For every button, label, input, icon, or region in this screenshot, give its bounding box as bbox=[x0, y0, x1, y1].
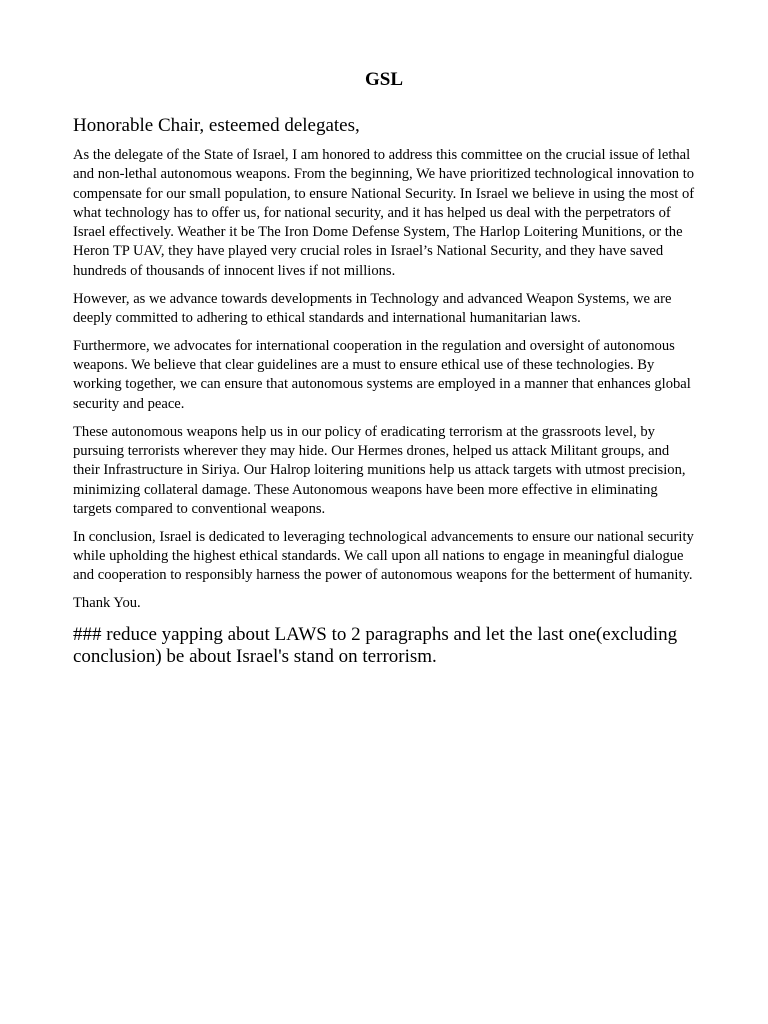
paragraph-ethics: However, as we advance towards developments in Technology and advanced Weapon Systems, we are deeply committed to adhering to ethical standards and international humanitarian laws. bbox=[73, 290, 672, 326]
closing-line: Thank You. bbox=[73, 595, 141, 612]
paragraph-intro: As the delegate of the State of Israel, I am honored to address this committee on the crucial issue of lethal and non-lethal autonomous weapons. From the beginning, We have prioritized technological innovation to compensate for our small population, to ensure National Security. In Israel we believe in using the most of what technology has to offer us, for national security, and it has helped us deal with the perpetrators of Israel effectively. Weather it be The Iron Dome Defense System, The Harlop Loitering Munitions, or the Heron TP UAV, they have played very crucial roles in Israel’s National Security, and they have saved hundreds of thousands of innocent lives if not millions. bbox=[73, 147, 695, 279]
document-body bbox=[73, 146, 695, 669]
paragraph-cooperation: Furthermore, we advocates for international cooperation in the regulation and oversight of autonomous weapons. We believe that clear guidelines are a must to ensure ethical use of these technologies. By working together, we can ensure that autonomous systems are employed in a manner that enhances global security and peace. bbox=[73, 337, 691, 412]
salutation-heading: Honorable Chair, esteemed delegates, bbox=[73, 115, 360, 136]
paragraph-conclusion: In conclusion, Israel is dedicated to leveraging technological advancements to ensure our national security while upholding the highest ethical standards. We call upon all nations to engage in meaningful dialogue and cooperation to responsibly harness the power of autonomous weapons for the betterment of humanity. bbox=[73, 528, 694, 584]
paragraph-terrorism: These autonomous weapons help us in our policy of eradicating terrorism at the grassroots level, by pursuing terrorists wherever they may hide. Our Hermes drones, helped us attack Militant groups, and their Infrastructure in Siriya. Our Halrop loitering munitions help us attack targets with utmost precision, minimizing collateral damage. These Autonomous weapons have been more effective in eliminating targets compared to conventional weapons. bbox=[73, 423, 686, 517]
document-title: GSL bbox=[364, 69, 404, 90]
editor-note: ### reduce yapping about LAWS to 2 paragraphs and let the last one(excluding conclusion) be about Israel's stand on terrorism. bbox=[73, 623, 678, 667]
